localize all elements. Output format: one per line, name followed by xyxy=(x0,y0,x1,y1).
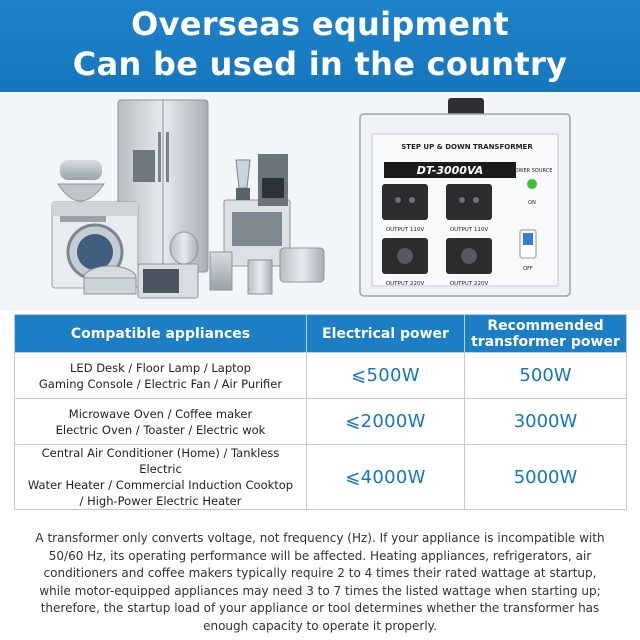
power-cell: ⩽4000W xyxy=(307,445,465,510)
appliances-and-transformer-image xyxy=(0,92,640,310)
blender-icon xyxy=(236,160,250,200)
switch-on-label: ON xyxy=(528,200,536,206)
recommended-cell: 3000W xyxy=(465,399,627,445)
appliances-line: Water Heater / Commercial Induction Cooktop xyxy=(27,478,294,492)
outlet-label: OUTPUT 220V xyxy=(449,281,489,287)
transformer-top-label: STEP UP & DOWN TRANSFORMER xyxy=(401,143,533,151)
frequency-note: A transformer only converts voltage, not frequency (Hz). If your appliance is incompatible with 50/60 Hz, its operating performance will be affected. Heating appliances, refrigerators, air conditioners and coffee makers typically require 2 to 4 times their rated wattage at startup, while motor-equipped appliances may need 3 to 7 times the listed wattage when starting up; therefore, the startup load of your appliance or tool determines whether the transformer has enough capacity to operate it properly. xyxy=(35,531,605,633)
product-illustration xyxy=(0,92,640,310)
headline-line-2: Can be used in the country xyxy=(72,45,568,83)
outlet-label: OUTPUT 110V xyxy=(385,227,425,233)
appliances-cell xyxy=(15,399,307,445)
power-source-label: POWER SOURCE xyxy=(511,168,553,174)
appliances-line: Microwave Oven / Coffee maker xyxy=(68,406,253,421)
column-header-power: Electrical power xyxy=(307,315,465,353)
table-row xyxy=(15,399,627,445)
appliances-cell xyxy=(15,445,307,510)
appliances-line: Gaming Console / Electric Fan / Air Purifier xyxy=(38,376,283,391)
power-led-icon xyxy=(527,179,537,189)
column-header-recommended: Recommended transformer power xyxy=(465,315,627,353)
appliances-line: Central Air Conditioner (Home) / Tankless Electric xyxy=(41,446,280,476)
toaster-icon xyxy=(280,248,324,282)
outlet-label: OUTPUT 220V xyxy=(385,281,425,287)
recommended-cell: 5000W xyxy=(465,445,627,510)
compatibility-table xyxy=(14,314,626,508)
transformer-model-label: DT-3000VA xyxy=(416,164,484,177)
power-cell: ⩽2000W xyxy=(307,399,465,445)
column-header-appliances: Compatible appliances xyxy=(15,315,307,353)
table-header-row xyxy=(15,315,627,353)
appliances-line: / High-Power Electric Heater xyxy=(79,494,242,508)
table-row xyxy=(15,445,627,510)
coffee-maker-icon xyxy=(258,154,288,206)
appliances-line: Electric Oven / Toaster / Electric wok xyxy=(55,422,266,437)
rice-cooker-icon xyxy=(84,266,136,294)
transformer-unit xyxy=(360,98,570,296)
microwave-icon xyxy=(138,264,198,298)
outlet-label: OUTPUT 110V xyxy=(449,227,489,233)
appliances-cell xyxy=(15,353,307,399)
header-banner xyxy=(0,0,640,92)
headline-line-1: Overseas equipment xyxy=(131,5,509,43)
switch-off-label: OFF xyxy=(523,266,533,272)
recommended-cell: 500W xyxy=(465,353,627,399)
table-row xyxy=(15,353,627,399)
power-cell: ⩽500W xyxy=(307,353,465,399)
appliances-line: LED Desk / Floor Lamp / Laptop xyxy=(70,360,251,375)
